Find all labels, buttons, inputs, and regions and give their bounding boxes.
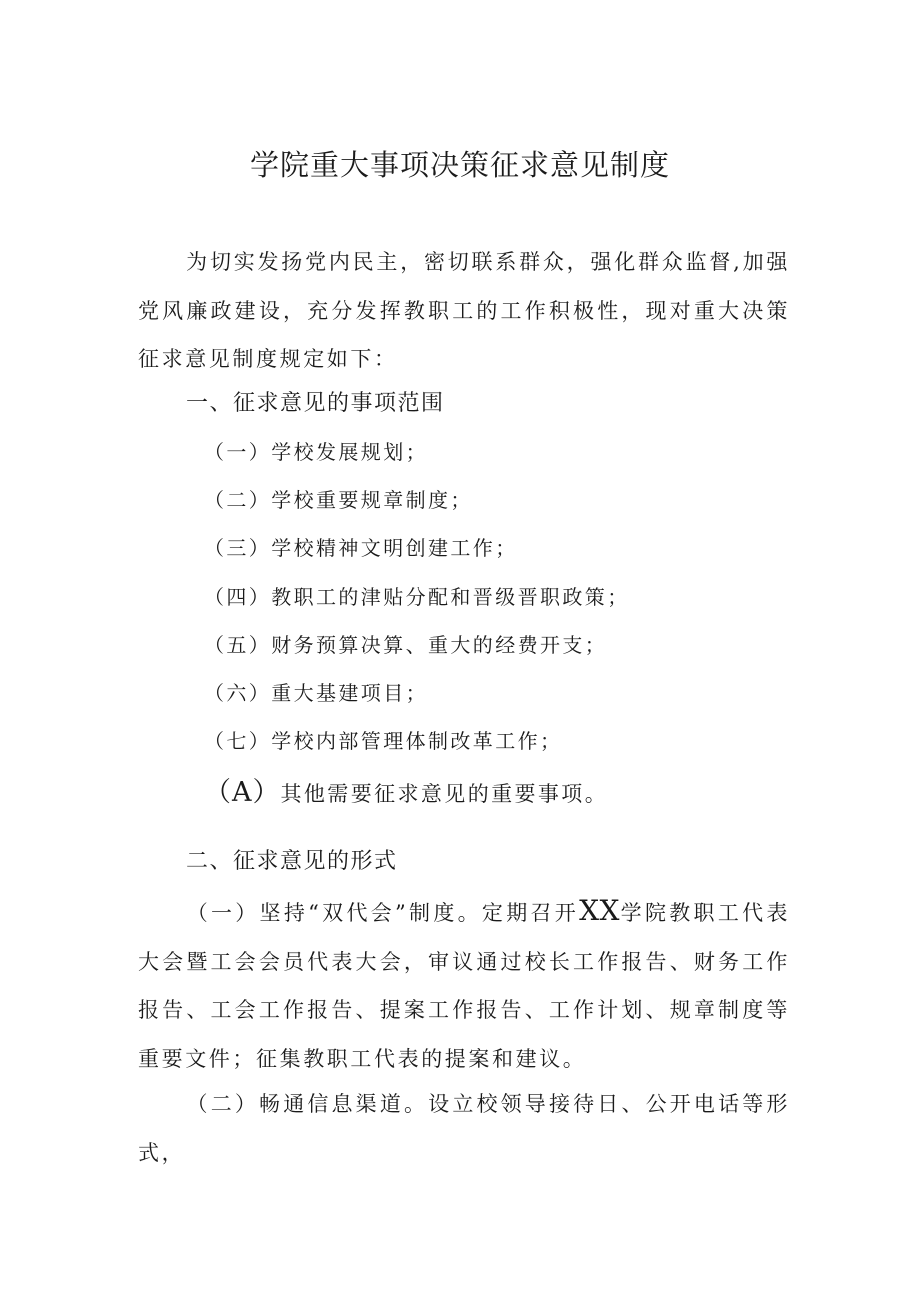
form-paragraph-2-text: （二）畅通信息渠道。设立校领导接待日、公开电话等形式，	[138, 1092, 790, 1165]
list-item-last	[204, 765, 630, 822]
list-item-marker: （A）	[204, 777, 281, 809]
list-item: （三）学校精神文明创建工作；	[204, 536, 518, 561]
list-item: （七）学校内部管理体制改革工作；	[204, 729, 563, 754]
form-paragraph-1-xx: XX	[579, 894, 620, 927]
list-item: （六）重大基建项目；	[204, 681, 428, 706]
list-item: （四）教职工的津贴分配和晋级晋职政策；	[204, 584, 630, 609]
section-heading-2: 二、征求意见的形式	[186, 849, 398, 874]
list-item: （一）学校发展规划；	[204, 440, 428, 464]
list-item: （二）学校重要规章制度；	[204, 488, 473, 513]
document-title: 学院重大事项决策征求意见制度	[249, 148, 670, 182]
form-paragraph-1-prefix: （一）坚持“双代会”制度。定期召开	[186, 901, 580, 925]
intro-paragraph	[138, 238, 790, 384]
section-heading-1: 一、征求意见的事项范围	[186, 391, 445, 416]
form-paragraph-1-suffix: 学院教职工代表大会暨工会会员代表大会，审议通过校长工作报告、财务工作报告、工会工作报告、提案工作报告、工作计划、规章制度等重要文件；征集教职工代表的提案和建议。	[138, 901, 790, 1071]
form-paragraph-1	[138, 887, 790, 1083]
intro-text: 为切实发扬党内民主，密切联系群众，强化群众监督,加强党风廉政建设，充分发挥教职工的工作积极性，现对重大决策征求意见制度规定如下：	[138, 250, 790, 371]
form-paragraph-2	[138, 1080, 790, 1177]
scope-list	[204, 428, 630, 822]
list-item: （五）财务预算决算、重大的经费开支；	[204, 632, 608, 657]
list-item-text: 其他需要征求意见的重要事项。	[280, 782, 609, 807]
